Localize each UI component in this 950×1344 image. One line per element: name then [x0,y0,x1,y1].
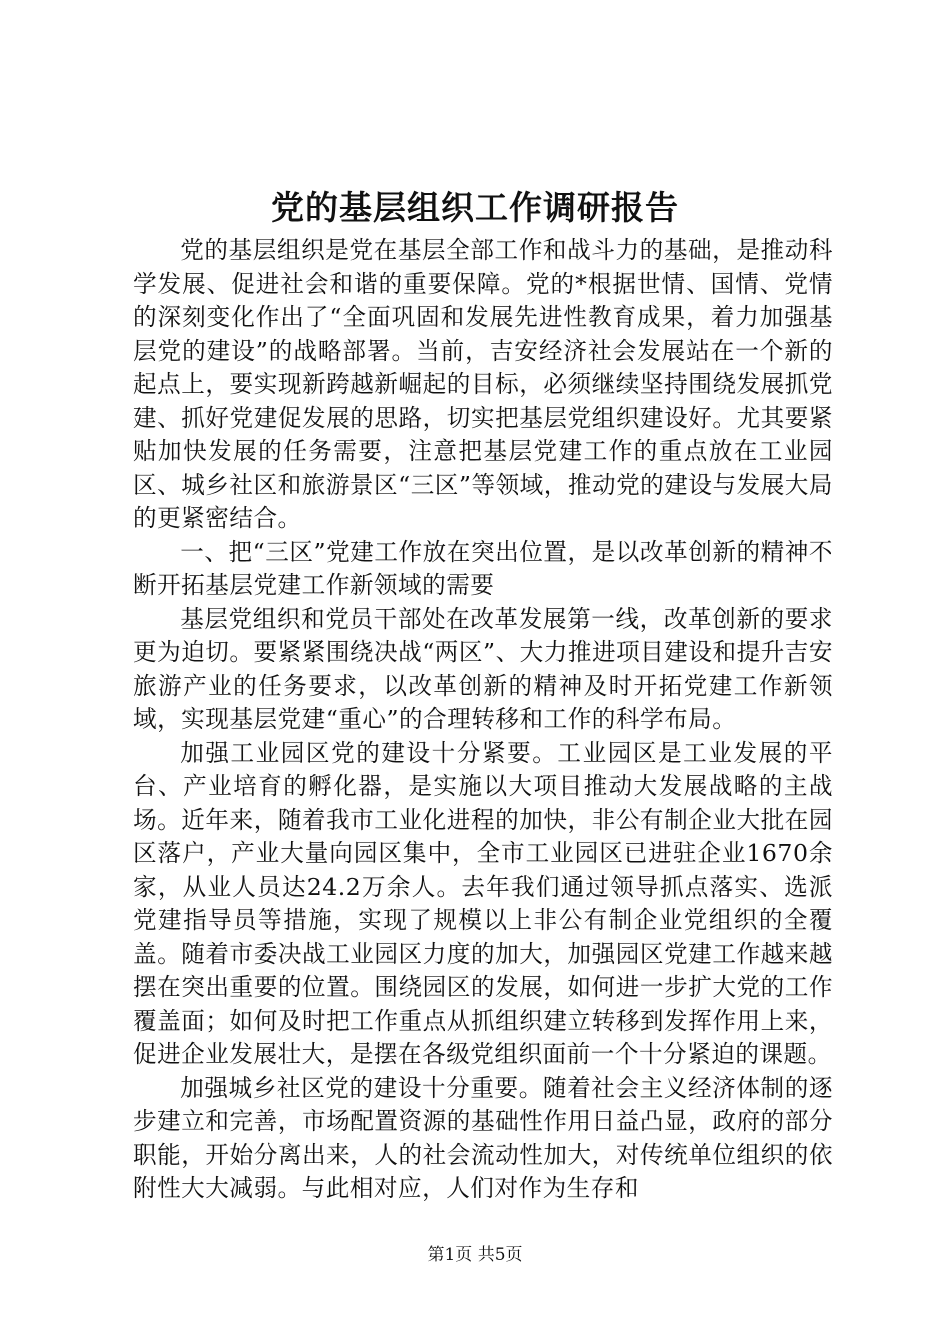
document-title: 党的基层组织工作调研报告 [271,188,679,227]
document-body [133,234,833,1206]
paragraph-section-heading-1: 一、把“三区”党建工作放在突出位置，是以改革创新的精神不断开拓基层党建工作新领域的需要 [133,537,833,599]
paragraph-reform: 基层党组织和党员干部处在改革发展第一线，改革创新的要求更为迫切。要紧紧围绕决战“两区”、大力推进项目建设和提升吉安旅游产业的任务要求，以改革创新的精神及时开拓党建工作新领域，实现基层党建“重心”的合理转移和工作的科学布局。 [133,604,833,733]
paragraph-community: 加强城乡社区党的建设十分重要。随着社会主义经济体制的逐步建立和完善，市场配置资源的基础性作用日益凸显，政府的部分职能，开始分离出来，人的社会流动性加大，对传统单位组织的依附性大大减弱。与此相对应，人们对作为生存和 [133,1073,833,1202]
paragraph-industrial-park: 加强工业园区党的建设十分紧要。工业园区是工业发展的平台、产业培育的孵化器，是实施以大项目推动大发展战略的主战场。近年来，随着我市工业化进程的加快，非公有制企业大批在园区落户，产业大量向园区集中，全市工业园区已进驻企业1670余家，从业人员达24.2万余人。去年我们通过领导抓点落实、选派党建指导员等措施，实现了规模以上非公有制企业党组织的全覆盖。随着市委决战工业园区力度的加大，加强园区党建工作越来越摆在突出重要的位置。围绕园区的发展，如何进一步扩大党的工作覆盖面；如何及时把工作重点从抓组织建立转移到发挥作用上来，促进企业发展壮大，是摆在各级党组织面前一个十分紧迫的课题。 [133,738,833,1068]
paragraph-intro: 党的基层组织是党在基层全部工作和战斗力的基础，是推动科学发展、促进社会和谐的重要保障。党的*根据世情、国情、党情的深刻变化作出了“全面巩固和发展先进性教育成果，着力加强基层党的建设”的战略部署。当前，吉安经济社会发展站在一个新的起点上，要实现新跨越新崛起的目标，必须继续坚持围绕发展抓党建、抓好党建促发展的思路，切实把基层党组织建设好。尤其要紧贴加快发展的任务需要，注意把基层党建工作的重点放在工业园区、城乡社区和旅游景区“三区”等领域，推动党的建设与发展大局的更紧密结合。 [133,236,833,532]
page-number-footer: 第1页 共5页 [427,1245,523,1265]
